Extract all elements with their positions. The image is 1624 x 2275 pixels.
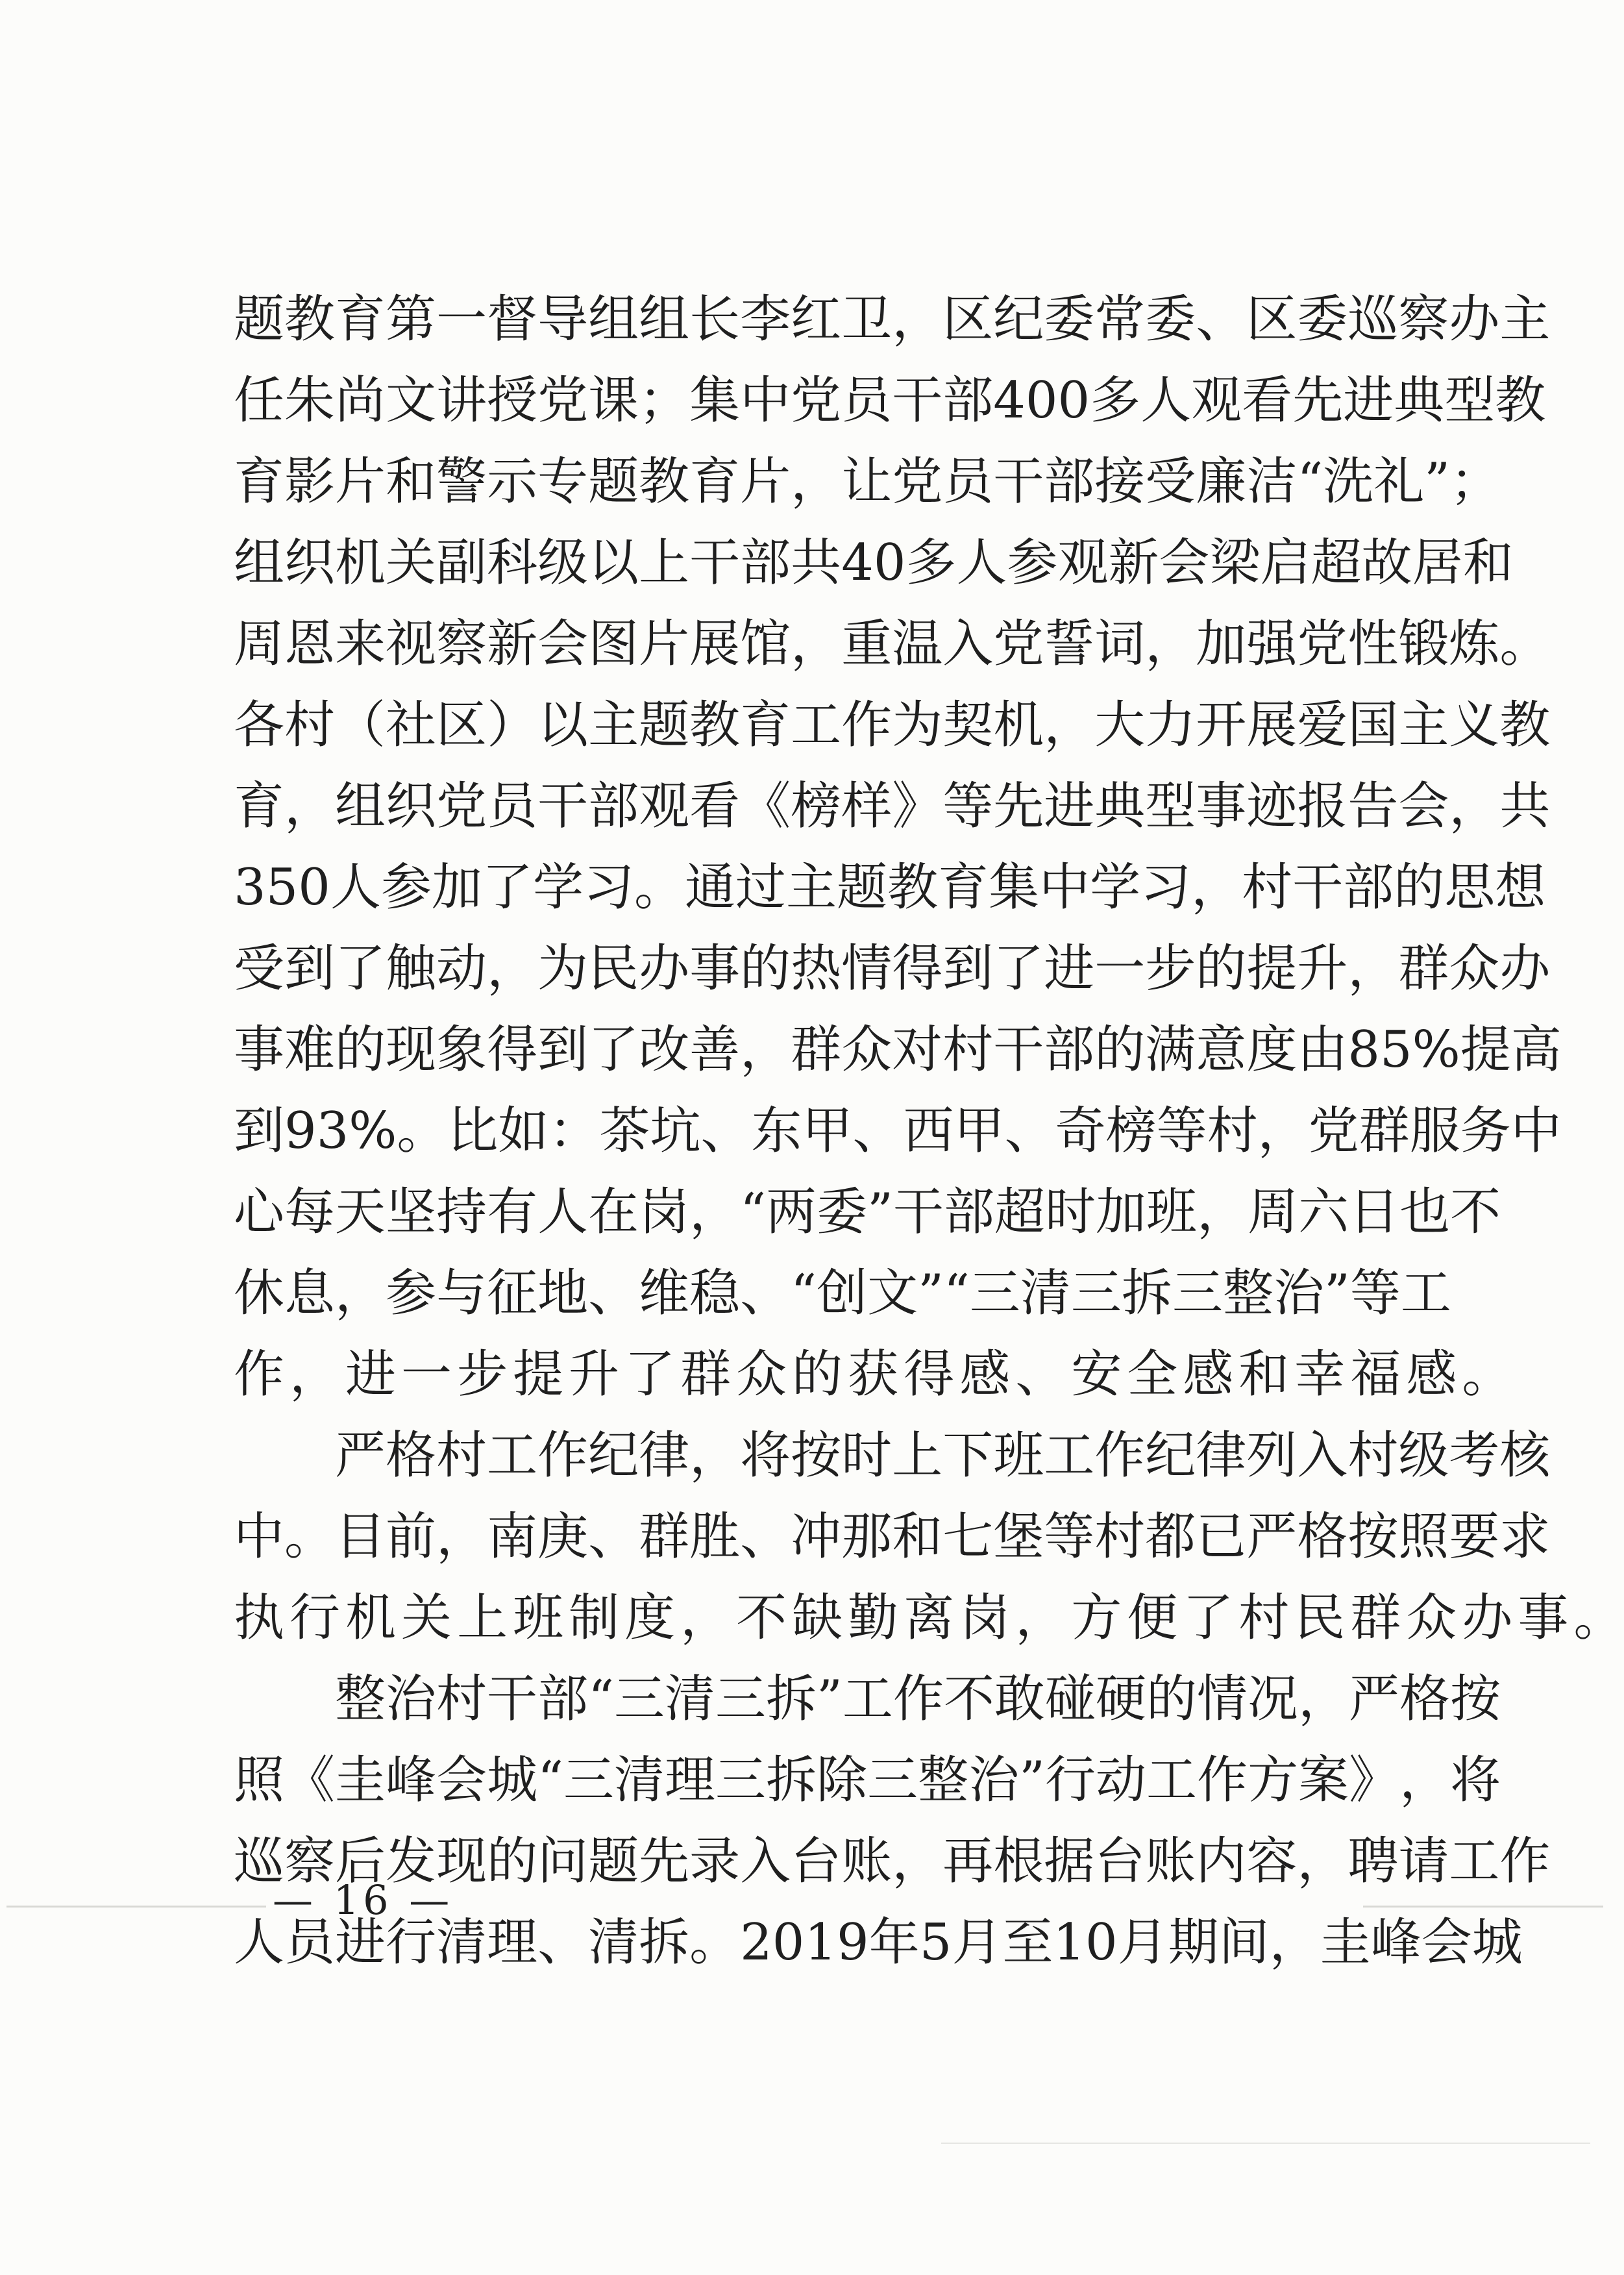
text-line: 照 《 圭 峰 会 城 “ 三 清 理 三 拆 除 三 整 治 ” 行 动 工 作 方 案 》 ， 将 — [234, 1751, 1501, 1809]
text-line: 育 ， 组 织 党 员 干 部 观 看 《 榜 样 》 等 先 进 典 型 事 迹 报 告 会 ， 共 — [234, 777, 1551, 836]
text-line: 受 到 了 触 动 ， 为 民 办 事 的 热 情 得 到 了 进 一 步 的 提 升 ， 群 众 办 — [234, 939, 1551, 998]
text-line: 题 教 育 第 一 督 导 组 组 长 李 红 卫 ， 区 纪 委 常 委 、 区 委 巡 察 办 主 — [234, 290, 1551, 349]
text-line: 整 治 村 干 部 “ 三 清 三 拆 ” 工 作 不 敢 碰 硬 的 情 况 ， 严 格 按 — [335, 1670, 1501, 1728]
body-text — [234, 279, 1624, 1983]
text-line: 事 难 的 现 象 得 到 了 改 善 ， 群 众 对 村 干 部 的 满 意 度 由 85% 提 高 — [234, 1021, 1562, 1079]
text-line: 执 行 机 关 上 班 制 度 ， 不 缺 勤 离 岗 ， 方 便 了 村 民 群 众 办 事 。 — [234, 1589, 1624, 1647]
text-line: 中 。 目 前 ， 南 庚 、 群 胜 、 冲 那 和 七 堡 等 村 都 已 严 格 按 照 要 求 — [234, 1508, 1551, 1566]
text-line: 严 格 村 工 作 纪 律 ， 将 按 时 上 下 班 工 作 纪 律 列 入 村 级 考 核 — [335, 1426, 1551, 1485]
scan-artifact-line — [1363, 1906, 1603, 1908]
text-line: 作 ， 进 一 步 提 升 了 群 众 的 获 得 感 、 安 全 感 和 幸 福 感 。 — [234, 1345, 1513, 1404]
text-line: 巡 察 后 发 现 的 问 题 先 录 入 台 账 ， 再 根 据 台 账 内 容 ， 聘 请 工 作 — [234, 1832, 1551, 1891]
text-line: 各 村 （ 社 区 ） 以 主 题 教 育 工 作 为 契 机 ， 大 力 开 展 爱 国 主 义 教 — [234, 696, 1551, 754]
text-line: 到 93% 。 比 如 ： 茶 坑 、 东 甲 、 西 甲 、 奇 榜 等 村 ， 党 群 服 务 中 — [234, 1102, 1562, 1160]
text-line: 组 织 机 关 副 科 级 以 上 干 部 共 40 多 人 参 观 新 会 梁 启 超 故 居 和 — [234, 534, 1514, 592]
scan-artifact-line — [941, 2143, 1590, 2144]
text-line: 休 息 ， 参 与 征 地 、 维 稳 、 “ 创 文 ” “ 三 清 三 拆 三 整 治 ” 等 工 — [234, 1264, 1451, 1323]
page-number: — 16 — — [273, 1876, 454, 1924]
text-line: 周 恩 来 视 察 新 会 图 片 展 馆 ， 重 温 入 党 誓 词 ， 加 强 党 性 锻 炼 。 — [234, 615, 1551, 673]
text-line: 任 朱 尚 文 讲 授 党 课 ； 集 中 党 员 干 部 400 多 人 观 看 先 进 典 型 教 — [234, 371, 1546, 430]
text-line: 心 每 天 坚 持 有 人 在 岗 ， “ 两 委 ” 干 部 超 时 加 班 ， 周 六 日 也 不 — [234, 1183, 1501, 1241]
scan-artifact-line — [6, 1906, 266, 1908]
text-line: 育 影 片 和 警 示 专 题 教 育 片 ， 让 党 员 干 部 接 受 廉 洁 “ 洗 礼 ” ； — [234, 453, 1501, 511]
text-line: 人 员 进 行 清 理 、 清 拆 。 2019 年 5 月 至 10 月 期 间 ， 圭 峰 会 城 — [234, 1913, 1523, 1972]
text-line: 350 人 参 加 了 学 习 。 通 过 主 题 教 育 集 中 学 习 ， 村 干 部 的 思 想 — [234, 858, 1546, 917]
